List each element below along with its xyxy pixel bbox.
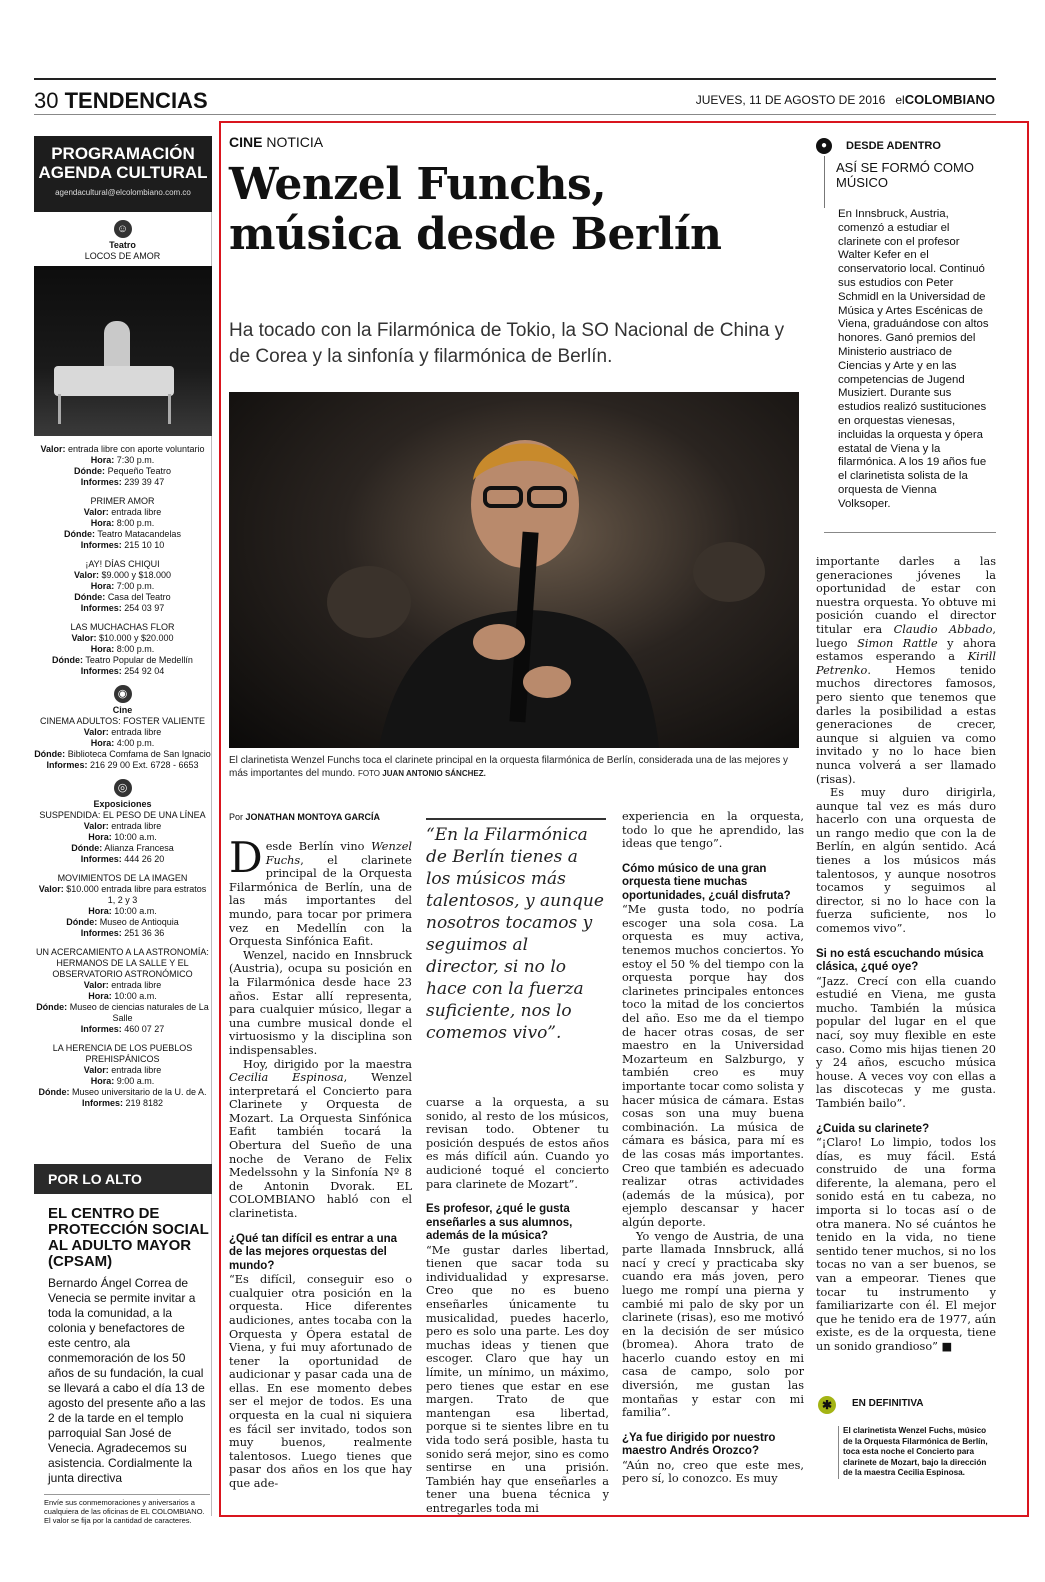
label: Dónde: bbox=[71, 843, 103, 853]
pull-quote: “En la Filarmónica de Berlín tienes a los músicos más talentosos, y aunque nosotros tocamos y seguimos al director, si no lo hace con la fuerza suficiente, nos lo comemos vivo”. bbox=[426, 818, 606, 1044]
event-item bbox=[34, 496, 211, 551]
article-subhead: Ha tocado con la Filarmónica de Tokio, la SO Nacional de China y de Corea y la sinfonía y filarmónica de Berlín. bbox=[229, 320, 785, 367]
label: Hora: bbox=[88, 832, 112, 842]
event-item bbox=[34, 444, 211, 488]
event-donde: Museo de ciencias naturales de La Salle bbox=[69, 1002, 209, 1023]
event-hora: 10:00 a.m. bbox=[114, 991, 157, 1001]
event-title: LAS MUCHACHAS FLOR bbox=[70, 622, 175, 632]
event-valor: entrada libre bbox=[111, 1065, 162, 1075]
person-name: Wenzel Fuchs bbox=[265, 840, 412, 867]
label: Hora: bbox=[90, 518, 115, 528]
event-title: LOCOS DE AMOR bbox=[84, 251, 161, 261]
event-donde: Teatro Matacandelas bbox=[97, 529, 181, 539]
event-item bbox=[34, 947, 211, 1035]
label: Valor: bbox=[83, 507, 109, 517]
person-name: Kirill Petrenko bbox=[816, 650, 996, 677]
event-valor: entrada libre bbox=[111, 980, 162, 990]
category-exposiciones: Exposiciones bbox=[93, 799, 152, 809]
desde-adentro-rule bbox=[824, 156, 825, 208]
desde-adentro-subtitle: ASÍ SE FORMÓ COMO MÚSICO bbox=[836, 160, 974, 190]
label: Dónde: bbox=[66, 917, 98, 927]
issue-date: JUEVES, 11 DE AGOSTO DE 2016 bbox=[695, 93, 886, 107]
paragraph-text: . Hemos tenido muchos directores famosos, pero siento que tenemos que darles la posibilidad a estas generaciones de crecer, aunque si alguien va como invitado y no lo hace bien nunca volverá a ser llamado (risas). bbox=[816, 663, 996, 786]
interview-answer: “Jazz. Crecí con ella cuando estudié en Viena, me gusta mucho. También la música popular del lugar en el que nací, soy muy flexible en este caso. Como mis hijas tienen 20 y 24 años, escucho música house. A veces voy con ellas a las discotecas y me gusta. También bailo”. bbox=[816, 974, 996, 1110]
headline-line2: música desde Berlín bbox=[229, 209, 722, 260]
interview-question: Si no está escuchando música clásica, ¿qué oye? bbox=[816, 947, 984, 974]
event-valor: entrada libre bbox=[111, 727, 162, 737]
event-valor: $10.000 y $20.000 bbox=[98, 633, 174, 643]
category-cine: Cine bbox=[112, 705, 133, 715]
event-valor: $9.000 y $18.000 bbox=[101, 570, 172, 580]
event-title: SUSPENDIDA: EL PESO DE UNA LÍNEA bbox=[39, 810, 206, 820]
event-informes: 254 92 04 bbox=[124, 666, 165, 676]
event-donde: Biblioteca Comfama de San Ignacio bbox=[67, 749, 211, 759]
paragraph: cuarse a la orquesta, a su sonido, al resto de los músicos, revisan todo. Obtener tu posición después de estos años es más difícil aún. Cuando yo audicioné toqué el concierto para clarinete de Mozart”. bbox=[426, 1096, 609, 1191]
event-title: UN ACERCAMIENTO A LA ASTRONOMÍA: HERMANOS DE LA SALLE Y EL OBSERVATORIO ASTRONÓMICO bbox=[36, 947, 209, 979]
en-definitiva-body: El clarinetista Wenzel Fuchs, músico de la Orquesta Filarmónica de Berlín, toca esta noche el Concierto para clarinete de Mozart, bajo la dirección de la maestra Cecilia Espinosa. bbox=[838, 1426, 992, 1479]
label: Informes: bbox=[46, 760, 88, 770]
event-item bbox=[34, 716, 211, 771]
event-valor: entrada libre con aporte voluntario bbox=[67, 444, 205, 454]
agenda-list bbox=[34, 220, 211, 1109]
label: Informes: bbox=[80, 540, 122, 550]
article-column-1 bbox=[229, 833, 412, 1491]
agenda-email: agendacultural@elcolombiano.com.co bbox=[55, 188, 191, 197]
desde-adentro-label: DESDE ADENTRO bbox=[846, 140, 941, 152]
event-title: PRIMER AMOR bbox=[90, 496, 155, 506]
page-number: 30 bbox=[34, 88, 59, 113]
por-lo-alto-label: POR LO ALTO bbox=[34, 1164, 212, 1194]
label: Hora: bbox=[90, 738, 115, 748]
actor-figure bbox=[104, 321, 130, 371]
summary-icon: ✱ bbox=[818, 1396, 836, 1414]
background-musician bbox=[693, 542, 765, 602]
desde-adentro-bottom-rule bbox=[824, 532, 996, 533]
paragraph-text: Hoy, dirigido por la maestra bbox=[243, 1057, 412, 1071]
photo-illustration bbox=[229, 392, 799, 748]
paragraph: experiencia en la orquesta, todo lo que he aprendido, las ideas que tengo”. bbox=[622, 810, 804, 851]
label: Valor: bbox=[83, 727, 109, 737]
por-lo-alto-footnote: Envíe sus conmemoraciones y aniversarios a cualquiera de las oficinas de EL COLOMBIANO. El valor se fija por la cantidad de caracteres. bbox=[44, 1494, 210, 1525]
por-lo-alto-title: EL CENTRO DE PROTECCIÓN SOCIAL AL ADULTO MAYOR (CPSAM) bbox=[48, 1205, 209, 1270]
event-donde: Museo universitario de la U. de A. bbox=[71, 1087, 207, 1097]
label: Valor: bbox=[83, 821, 109, 831]
event-title: LA HERENCIA DE LOS PUEBLOS PREHISPÁNICOS bbox=[52, 1043, 193, 1064]
event-item bbox=[34, 810, 211, 865]
headline-line1: Wenzel Funchs, bbox=[229, 159, 607, 210]
por-lo-alto-section bbox=[34, 1164, 212, 1525]
film-reel-icon: ◉ bbox=[114, 685, 132, 703]
paragraph-text: y ahora estamos esperando a bbox=[816, 636, 996, 664]
label: Valor: bbox=[73, 570, 99, 580]
paragraph-text: , el clarinete principal de la Orquesta Filarmónica de Berlín, una de las más importantes del mundo, para tocar por primera vez en Medellín con la Orquesta Sinfónica Eafit. bbox=[229, 853, 412, 949]
agenda-title-line2: AGENDA CULTURAL bbox=[38, 163, 208, 182]
category-teatro: Teatro bbox=[109, 240, 136, 250]
label: Hora: bbox=[88, 991, 112, 1001]
event-hora: 9:00 a.m. bbox=[116, 1076, 155, 1086]
eye-icon: ◎ bbox=[114, 779, 132, 797]
theater-photo bbox=[34, 266, 212, 436]
label: Hora: bbox=[90, 581, 115, 591]
article-column-3 bbox=[622, 810, 804, 1486]
player-hand bbox=[473, 624, 525, 660]
label: Valor: bbox=[83, 980, 109, 990]
event-title: ¡AY! DÍAS CHIQUI bbox=[85, 559, 160, 569]
theater-masks-icon: ☺ bbox=[114, 220, 132, 238]
label: Dónde: bbox=[74, 466, 106, 476]
header-rule bbox=[34, 114, 996, 115]
label: Informes: bbox=[80, 1024, 122, 1034]
kicker-type: NOTICIA bbox=[266, 134, 324, 150]
label: Informes: bbox=[80, 854, 122, 864]
label: Hora: bbox=[90, 644, 115, 654]
label: Informes: bbox=[80, 928, 122, 938]
bed-leg bbox=[168, 394, 171, 424]
paragraph: Wenzel, nacido en Innsbruck (Austria), ocupa su posición en la Filarmónica desde hace 23 años. Estar allí representa, para cualquier músico, llegar a una cumbre musical donde el virtuosismo y la disciplina son indispensables. bbox=[229, 948, 412, 1057]
article-column-4 bbox=[816, 555, 996, 1354]
event-hora: 7:00 p.m. bbox=[116, 581, 155, 591]
byline-prefix: Por bbox=[229, 812, 244, 822]
interview-question: ¿Ya fue dirigido por nuestro maestro Andrés Orozco? bbox=[622, 1431, 776, 1458]
masthead bbox=[696, 92, 995, 107]
event-informes: 460 07 27 bbox=[124, 1024, 165, 1034]
desde-adentro-body: En Innsbruck, Austria, comenzó a estudiar el clarinete con el profesor Walter Kefer en el conservatorio local. Continuó sus estudios con Peter Schmidl en la Universidad de Música y Artes Escénicas de Viena, graduándose con altos honores. Ganó premios del Ministerio austriaco de Ciencias y Arte y en las competencias de Jugend Musiziert. Durante sus estudios realizó sustituciones en orquestas vienesas, incluidas la orquesta y ópera estatal de Viena y la filarmónica. A los 19 años fue el clarinetista solista de la orquesta de Vienna Volksoper. bbox=[838, 208, 989, 510]
event-informes: 254 03 97 bbox=[124, 603, 165, 613]
event-item bbox=[34, 622, 211, 677]
event-item bbox=[34, 1043, 211, 1109]
byline-author: JONATHAN MONTOYA GARCÍA bbox=[245, 812, 381, 822]
brand-prefix: el bbox=[895, 93, 905, 107]
label: Informes: bbox=[80, 603, 122, 613]
person-name: Cecilia Espinosa bbox=[229, 1071, 344, 1085]
agenda-title-line1: PROGRAMACIÓN bbox=[51, 144, 195, 163]
event-donde: Pequeño Teatro bbox=[107, 466, 171, 476]
label: Informes: bbox=[80, 666, 122, 676]
label: Hora: bbox=[88, 906, 112, 916]
brand-name: COLOMBIANO bbox=[904, 92, 995, 107]
event-valor: $10.000 entrada libre para estratos 1, 2 y 3 bbox=[66, 884, 207, 905]
drop-cap: D bbox=[229, 833, 263, 882]
event-hora: 4:00 p.m. bbox=[116, 738, 155, 748]
person-name: Claudio Abbado bbox=[893, 622, 993, 636]
paragraph: Es muy duro dirigirla, aunque tal vez es más duro hacerlo con una orquesta de un rango medio que con la de Berlín, en algún sentido. Acá tienes a los músicos más talentosos, y aunque nosotros tocamos y seguimos al director, si no lo hace con la fuerza suficiente, nos lo comemos vivo”. bbox=[816, 786, 996, 936]
en-definitiva-label: EN DEFINITIVA bbox=[852, 1398, 924, 1409]
section-name: TENDENCIAS bbox=[64, 88, 208, 113]
event-title: MOVIMIENTOS DE LA IMAGEN bbox=[57, 873, 188, 883]
caption-text: El clarinetista Wenzel Funchs toca el clarinete principal en la orquesta filarmónica de Berlín, considerada una de las mejores y más importantes del mundo. bbox=[229, 755, 788, 779]
label: Dónde: bbox=[36, 1002, 68, 1012]
label: Valor: bbox=[38, 884, 64, 894]
label: Hora: bbox=[90, 1076, 115, 1086]
byline bbox=[229, 812, 380, 822]
photo-caption bbox=[229, 754, 799, 780]
kicker-section: CINE bbox=[229, 134, 263, 150]
paragraph-text: , Wenzel interpretará el Concierto para Clarinete y Orquesta de Mozart. La Orquesta Sinfónica Eafit también tocará la Obertura del Sueño de una noche de Verano de Felix Medelssohn y la Sinfonía Nº 8 de Antonin Dvorak. EL COLOMBIANO habló con el clarinetista. bbox=[229, 1071, 412, 1221]
event-informes: 216 29 00 Ext. 6728 - 6653 bbox=[89, 760, 199, 770]
interview-answer: “Me gustar darles libertad, tienen que sacar toda su individualidad y expresarse. Creo que no es bueno enseñarles únicamente tu musicalidad, puedes hacerlo, pero es solo una parte. Les doy muchas ideas y tienen que escoger. Claro que hay un límite, un mínimo, un máximo, pero tienes que estar en ese margen. Trato de que mantengan esa libertad, porque si te sientes libre en tu vida todo será posible, hasta tu sonido será mejor, sino es como sentirse en una prisión. También hay que enseñarles a tener una buena técnica y entregarles toda mi bbox=[426, 1243, 609, 1515]
event-hora: 8:00 p.m. bbox=[116, 518, 155, 528]
label: Valor: bbox=[83, 1065, 109, 1075]
label: Dónde: bbox=[64, 529, 96, 539]
label: Informes: bbox=[81, 1098, 123, 1108]
label: Dónde: bbox=[38, 1087, 70, 1097]
event-hora: 10:00 a.m. bbox=[114, 906, 157, 916]
interview-answer: “Es difícil, conseguir eso o cualquier otra posición en la orquesta. Hice diferentes audiciones, antes tocaba con la Orquesta y Ópera estatal de Viena, y fui muy afortunado de tener la oportunidad de audicionar y pasar cada una de ellas. En ese momento debes ser el mejor de todos. Es una orquesta en la cual ni siquiera es fácil ser invitado, todos son muy buenos, realmente talentosos. Luego tienes que pasar dos años en los que hay que ade- bbox=[229, 1273, 412, 1491]
event-informes: 251 36 36 bbox=[124, 928, 165, 938]
event-donde: Alianza Francesa bbox=[104, 843, 174, 853]
interview-question: Cómo músico de una gran orquesta tiene muchas oportunidades, ¿cuál disfruta? bbox=[622, 862, 791, 902]
event-informes: 239 39 47 bbox=[124, 477, 165, 487]
article-column-2 bbox=[426, 1096, 609, 1516]
article-kicker bbox=[229, 134, 323, 150]
clarinetist-photo bbox=[229, 392, 799, 748]
interview-answer: “Me gusta todo, no podría escoger una sola cosa. La orquesta es muy activa, tenemos muchos conciertos. Yo estoy el 50 % del tiempo con la orquesta porque hay dos clarinetes principales entonces toco la mitad de los conciertos del año. Eso me da el tiempo de hacer otras cosas, de ser maestro en la Universidad Mozarteum en Salzburgo, y también creo es muy importante tocar como solista y hacer música de cámara. Estas cosas son una muy buena combinación. La música de cámara es básica, para mí es de las cosas más importantes. Creo que también es adecuado realizar otras actividades (además de la música), por ejemplo descansar y hacer algún deporte. bbox=[622, 903, 804, 1229]
event-informes: 215 10 10 bbox=[124, 540, 165, 550]
interview-answer: “Aún no, creo que este mes, pero sí, lo conozco. Es muy bbox=[622, 1458, 804, 1486]
label: Valor: bbox=[40, 444, 66, 454]
article-headline bbox=[229, 160, 809, 260]
event-valor: entrada libre bbox=[111, 821, 162, 831]
event-item bbox=[34, 559, 211, 614]
interview-question: ¿Cuida su clarinete? bbox=[816, 1122, 930, 1135]
player-hand bbox=[523, 666, 571, 698]
event-valor: entrada libre bbox=[111, 507, 162, 517]
background-musician bbox=[327, 566, 411, 638]
label: Informes: bbox=[80, 477, 122, 487]
label: Hora: bbox=[90, 455, 115, 465]
label: Dónde: bbox=[74, 592, 106, 602]
label: Valor: bbox=[71, 633, 97, 643]
stage-bed bbox=[54, 366, 174, 396]
foto-credit-name: JUAN ANTONIO SÁNCHEZ. bbox=[382, 769, 486, 778]
bed-leg bbox=[58, 394, 61, 424]
event-informes: 444 26 20 bbox=[124, 854, 165, 864]
person-name: Simon Rattle bbox=[857, 636, 938, 650]
interview-question: ¿Qué tan difícil es entrar a una de las mejores orquestas del mundo? bbox=[229, 1232, 398, 1272]
photo-credit bbox=[358, 769, 486, 778]
event-hora: 8:00 p.m. bbox=[116, 644, 155, 654]
paragraph-text: , luego bbox=[816, 622, 996, 650]
por-lo-alto-body: Bernardo Ángel Correa de Venecia se permite invitar a toda la comunidad, a la colonia y benefactores de este centro, ala conmemoración de los 50 años de su fundación, la cual se llevará a cabo el día 13 de agosto del presente año a las 2 de la tarde en el templo parroquial San José de Venecia. Agradecemos su asistencia. Cordialmente la junta directiva bbox=[48, 1276, 206, 1485]
top-rule bbox=[34, 78, 996, 80]
event-donde: Casa del Teatro bbox=[107, 592, 171, 602]
interview-answer: Yo vengo de Austria, de una parte llamada Innsbruck, allá nací y crecí y practicaba sky cuando era más joven, pero luego me rompí una pierna y cambié mi palo de sky por un clarinete (risas), eso me motivó en la decisión de ser músico (bromea). Ahora trato de hacerlo cuando estoy en mi casa de campo, solo por diversión, me gustan las montañas y estar con mi familia”. bbox=[622, 1229, 804, 1420]
foto-label: FOTO bbox=[357, 769, 381, 778]
label: Dónde: bbox=[52, 655, 84, 665]
event-title: CINEMA ADULTOS: FOSTER VALIENTE bbox=[39, 716, 206, 726]
event-donde: Teatro Popular de Medellín bbox=[85, 655, 193, 665]
label: Dónde: bbox=[34, 749, 66, 759]
event-donde: Museo de Antioquia bbox=[99, 917, 179, 927]
section-header bbox=[34, 88, 208, 114]
interview-question: Es profesor, ¿qué le gusta enseñarles a sus alumnos, además de la música? bbox=[426, 1203, 573, 1243]
end-mark: ■ bbox=[941, 1339, 953, 1353]
paragraph-text: esde Berlín vino bbox=[265, 840, 372, 853]
agenda-title-box bbox=[34, 136, 212, 212]
agenda-sidebar bbox=[34, 136, 212, 1525]
event-hora: 7:30 p.m. bbox=[116, 455, 155, 465]
event-informes: 219 8182 bbox=[125, 1098, 164, 1108]
event-item bbox=[34, 873, 211, 939]
event-hora: 10:00 a.m. bbox=[114, 832, 157, 842]
paragraph-text: importante darles a las generaciones jóvenes la oportunidad de estar con nuestra orquesta. Yo obtuve mi posición cuando el director titular era bbox=[816, 555, 996, 636]
interview-answer: “¡Claro! Lo limpio, todos los días, es muy fácil. Está construido de una forma diferente, la alemana, pero el sonido está en tu cabeza, no importa si lo tocas así o de otra manera. No sé cuántos he tenido en la vida, no tiene sentido tener muchos, si no los tocas no van a ser buenos, se van a empeorar. Tienes que tocar tu instrumento y familiarizarte con él. El mejor que he tenido era de 1977, aún existe, es de la orquesta, tiene un sonido grandioso” bbox=[816, 1136, 996, 1353]
person-icon: ● bbox=[816, 138, 832, 154]
